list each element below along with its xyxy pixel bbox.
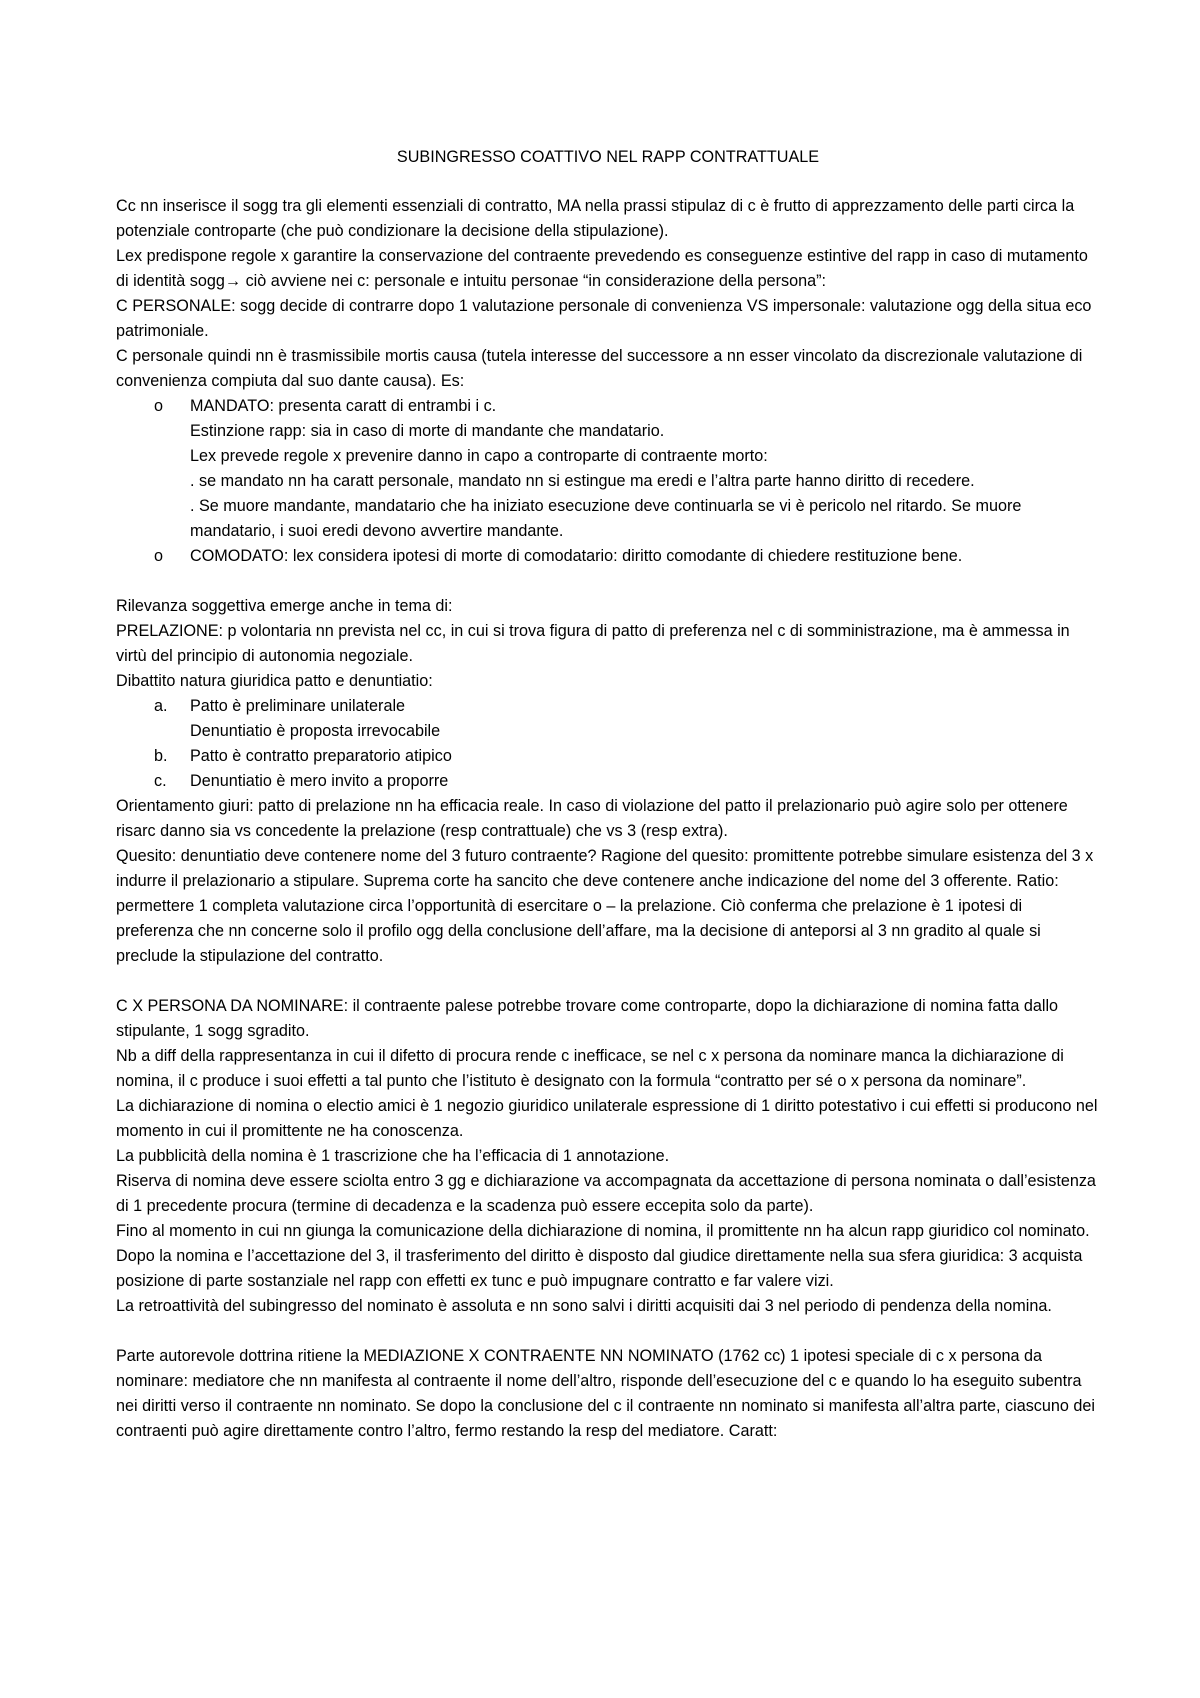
paragraph-mediazione: Parte autorevole dottrina ritiene la MEDIAZIONE X CONTRAENTE NN NOMINATO (1762 cc) 1 ipotesi speciale di c x persona da nominare: mediatore che nn manifesta al contraente il nome dell’altro, risponde dell’esecuzione del c e quando lo ha eseguito subentra nei diritti verso il contraente nn nominato. Se dopo la conclusione del c il contraente nn nominato si manifesta all’altra parte, ciascuno dei contraenti può agire direttamente contro l’altro, fermo restando la resp del mediatore. Caratt:	[116, 1347, 1096, 1440]
comodato-text: COMODATO: lex considera ipotesi di morte di comodatario: diritto comodante di chiedere restituzione bene.	[190, 547, 963, 565]
mandato-line: Lex prevede regole x prevenire danno in capo a controparte di contraente morto:	[190, 447, 768, 465]
paragraph-dopo-la-nomina: Dopo la nomina e l’accettazione del 3, il trasferimento del diritto è disposto dal giudice direttamente nella sua sfera giuridica: 3 acquista posizione di parte sostanziale nel rapp con effetti ex tunc e può impugnare contratto e far valere vizi.	[116, 1247, 1083, 1290]
list-marker-b: b.	[154, 747, 168, 765]
list-marker-c: c.	[154, 772, 167, 790]
list-marker-a: a.	[154, 697, 168, 715]
list-item-text: Denuntiatio è mero invito a proporre	[190, 772, 449, 790]
paragraph-prelazione: PRELAZIONE: p volontaria nn prevista nel cc, in cui si trova figura di patto di preferenza nel c di somministrazione, ma è ammessa in virtù del principio di autonomia negoziale.	[116, 622, 1070, 665]
list-item-c	[116, 769, 1100, 794]
examples-list	[116, 394, 1100, 569]
mandato-line: Estinzione rapp: sia in caso di morte di mandante che mandatario.	[190, 422, 665, 440]
bullet-marker: o	[154, 397, 164, 415]
paragraph-riserva: Riserva di nomina deve essere sciolta entro 3 gg e dichiarazione va accompagnata da accettazione di persona nominata o dall’esistenza di 1 precedente procura (termine di decadenza e la scadenza può essere eccepita solo da parte).	[116, 1172, 1096, 1215]
paragraph-gap	[116, 1319, 1100, 1344]
paragraph-rilevanza: Rilevanza soggettiva emerge anche in tema di:	[116, 597, 453, 615]
bullet-marker: o	[154, 547, 164, 565]
mandato-line: . se mandato nn ha caratt personale, mandato nn si estingue ma eredi e l’altra parte hanno diritto di recedere.	[190, 472, 975, 490]
paragraph-dibattito: Dibattito natura giuridica patto e denuntiatio:	[116, 672, 433, 690]
list-item-comodato	[116, 544, 1100, 569]
paragraph-electio-amici: La dichiarazione di nomina o electio amici è 1 negozio giuridico unilaterale espressione di 1 diritto potestativo i cui effetti si producono nel momento in cui il promittente ne ha conoscenza.	[116, 1097, 1098, 1140]
paragraph-gap	[116, 969, 1100, 994]
mandato-head: MANDATO: presenta caratt di entrambi i c.	[190, 397, 497, 415]
mandato-line: . Se muore mandante, mandatario che ha iniziato esecuzione deve continuarla se vi è pericolo nel ritardo. Se muore mandatario, i suoi eredi devono avvertire mandante.	[190, 497, 1022, 540]
nature-list	[116, 694, 1100, 794]
list-item-mandato	[116, 394, 1100, 544]
paragraph-retroattivita: La retroattività del subingresso del nominato è assoluta e nn sono salvi i diritti acquisiti dai 3 nel periodo di pendenza della nomina.	[116, 1297, 1052, 1315]
list-item-text: Denuntiatio è proposta irrevocabile	[190, 722, 441, 740]
paragraph-nb: Nb a diff della rappresentanza in cui il difetto di procura rende c inefficace, se nel c x persona da nominare manca la dichiarazione di nomina, il c produce i suoi effetti a tal punto che l’istituto è designato con la formula “contratto per sé o x persona da nominare”.	[116, 1047, 1064, 1090]
paragraph-quesito: Quesito: denuntiatio deve contenere nome del 3 futuro contraente? Ragione del quesito: promittente potrebbe simulare esistenza del 3 x indurre il prelazionario a stipulare. Suprema corte ha sancito che deve contenere anche indicazione del nome del 3 offerente. Ratio: permettere 1 completa valutazione circa l’opportunità di esercitare o – la prelazione. Ciò conferma che prelazione è 1 ipotesi di preferenza che nn concerne solo il profilo ogg della conclusione dell’affare, ma la decisione di anteporsi al 3 nn gradito al quale si preclude la stipulazione del contratto.	[116, 847, 1094, 965]
paragraph-pubblicita: La pubblicità della nomina è 1 trascrizione che ha l’efficacia di 1 annotazione.	[116, 1147, 670, 1165]
paragraph-fino-al-momento: Fino al momento in cui nn giunga la comunicazione della dichiarazione di nomina, il promittente nn ha alcun rapp giuridico col nominato.	[116, 1222, 1090, 1240]
paragraph-lex-regole: Lex predispone regole x garantire la conservazione del contraente prevedendo es conseguenze estintive del rapp in caso di mutamento di identità sogg→ ciò avviene nei c: personale e intuitu personae “in considerazione della persona”:	[116, 247, 1088, 290]
paragraph-persona-da-nominare: C X PERSONA DA NOMINARE: il contraente palese potrebbe trovare come controparte, dopo la dichiarazione di nomina fatta dallo stipulante, 1 sogg sgradito.	[116, 997, 1059, 1040]
list-item-a	[116, 694, 1100, 744]
document-title: SUBINGRESSO COATTIVO NEL RAPP CONTRATTUALE	[396, 148, 820, 166]
paragraph-c-personale: C PERSONALE: sogg decide di contrarre dopo 1 valutazione personale di convenienza VS impersonale: valutazione ogg della situa eco patrimoniale.	[116, 297, 1092, 340]
list-item-text: Patto è preliminare unilaterale	[190, 697, 406, 715]
paragraph-orientamento: Orientamento giuri: patto di prelazione nn ha efficacia reale. In caso di violazione del patto il prelazionario può agire solo per ottenere risarc danno sia vs concedente la prelazione (resp contrattuale) che vs 3 (resp extra).	[116, 797, 1068, 840]
list-item-b	[116, 744, 1100, 769]
list-item-text: Patto è contratto preparatorio atipico	[190, 747, 452, 765]
paragraph-gap	[116, 569, 1100, 594]
paragraph-mortis-causa: C personale quindi nn è trasmissibile mortis causa (tutela interesse del successore a nn esser vincolato da discrezionale valutazione di convenienza compiuta dal suo dante causa). Es:	[116, 347, 1083, 390]
paragraph-intro: Cc nn inserisce il sogg tra gli elementi essenziali di contratto, MA nella prassi stipulaz di c è frutto di apprezzamento delle parti circa la potenziale controparte (che può condizionare la decisione della stipulazione).	[116, 197, 1075, 240]
